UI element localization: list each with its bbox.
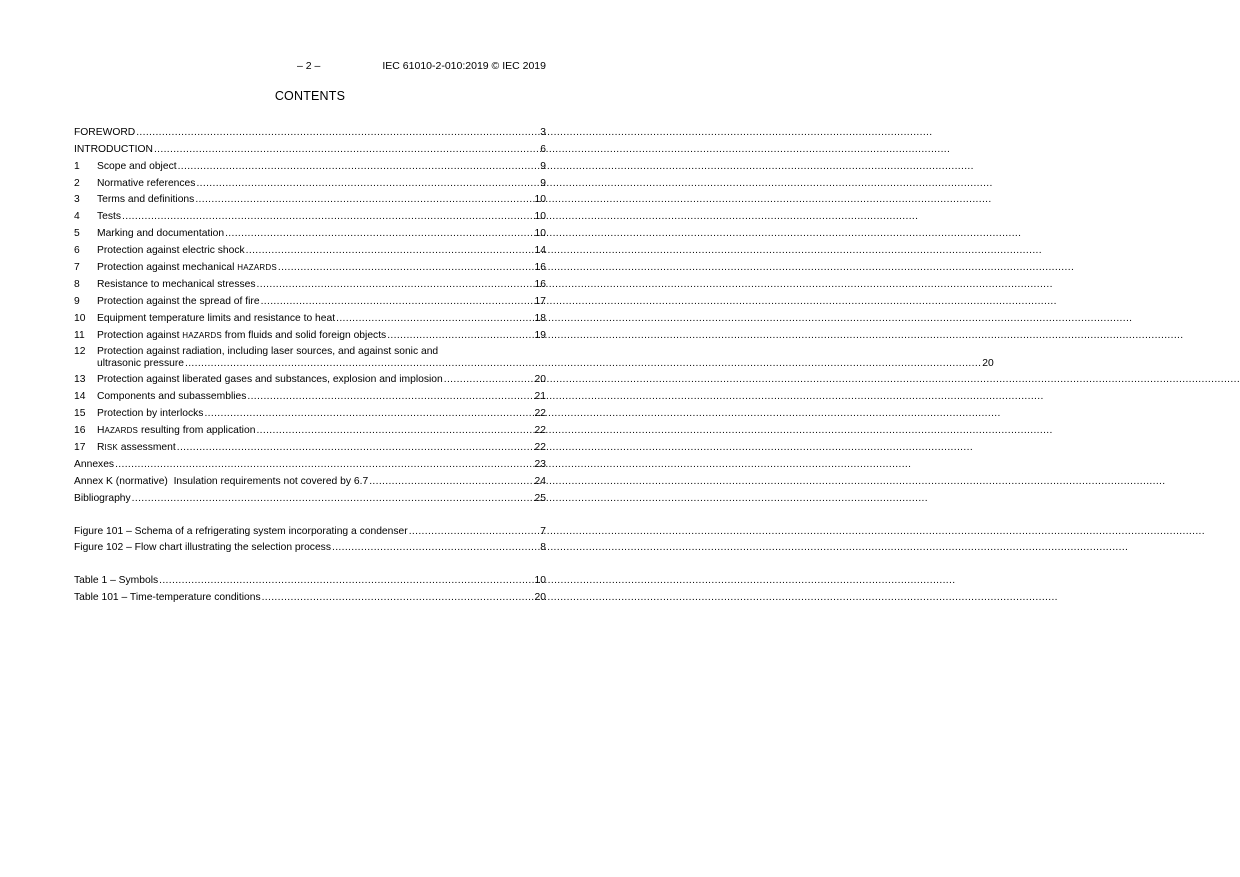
toc-page-number: 9 [540, 160, 546, 172]
clause-number: 15 [74, 408, 86, 420]
leader-dots [159, 575, 533, 587]
clause-title [97, 425, 255, 437]
clause-title: Tests [97, 211, 122, 223]
toc-clause-16[interactable] [74, 420, 546, 437]
toc-page-number: 16 [534, 278, 546, 290]
toc-clause-12[interactable] [74, 342, 994, 370]
leader-dots [332, 542, 539, 554]
toc-entry-annex-k[interactable] [74, 471, 546, 488]
page-title: CONTENTS [274, 89, 346, 103]
toc-page-number: 24 [534, 475, 546, 487]
toc-page-number: 18 [534, 312, 546, 324]
toc-clause-2[interactable] [74, 173, 546, 190]
toc-clause-3[interactable] [74, 190, 546, 207]
clause-number: 8 [74, 278, 80, 290]
leader-dots [444, 374, 534, 386]
leader-dots [132, 493, 534, 505]
clause-number: 17 [74, 442, 86, 454]
clause-title: Terms and definitions [97, 194, 195, 206]
toc-page-number: 3 [540, 126, 546, 138]
clause-number: 1 [74, 160, 80, 172]
clause-title-part: Protection against mechanical [97, 262, 238, 274]
clause-number: 16 [74, 425, 86, 437]
clause-title-part: resulting from application [138, 425, 256, 437]
clause-number: 14 [74, 391, 86, 403]
toc-page-number: 20 [982, 357, 994, 369]
toc-page-number: 6 [540, 143, 546, 155]
defined-term-risk: ISK [104, 443, 118, 453]
toc-entry-bibliography[interactable] [74, 488, 546, 505]
toc-page-number: 25 [534, 492, 546, 504]
clause-title [97, 262, 277, 274]
clause-title-part: Protection against [97, 329, 183, 341]
toc-figure-102[interactable] [74, 538, 546, 555]
toc-table-1[interactable] [74, 570, 546, 587]
toc-page-number: 22 [534, 425, 546, 437]
clause-title: Protection by interlocks [97, 408, 204, 420]
toc-clause-10[interactable] [74, 308, 546, 325]
defined-term-hazards: HAZARDS [182, 330, 222, 340]
section-spacer [74, 505, 546, 521]
toc-entry-foreword[interactable] [74, 122, 546, 139]
clause-number: 3 [74, 194, 80, 206]
clause-number: 13 [74, 374, 86, 386]
clause-number: 5 [74, 228, 80, 240]
leader-dots [278, 262, 534, 274]
toc-page-number: 20 [534, 592, 546, 604]
toc-entry-introduction[interactable] [74, 139, 546, 156]
leader-dots [195, 194, 533, 206]
toc-figure-101[interactable] [74, 521, 546, 538]
toc-page-number: 10 [534, 575, 546, 587]
toc-entry-text: Annexes [74, 458, 115, 470]
clause-number: 6 [74, 245, 80, 257]
toc-page-number: 10 [534, 194, 546, 206]
toc-clause-5[interactable] [74, 223, 546, 240]
toc-clause-13[interactable] [74, 370, 546, 387]
leader-dots [409, 526, 540, 538]
leader-dots [261, 296, 534, 308]
toc-page-number: 23 [534, 458, 546, 470]
toc-clause-9[interactable] [74, 291, 546, 308]
toc-page-number: 20 [534, 374, 546, 386]
clause-number: 11 [74, 329, 85, 341]
clause-title: Protection against liberated gases and substances, explosion and implosion [97, 374, 443, 386]
clause-number: 9 [74, 295, 80, 307]
toc-clause-17[interactable] [74, 437, 546, 454]
leader-dots [246, 245, 534, 257]
toc-page-number: 22 [534, 408, 546, 420]
leader-dots [387, 330, 533, 342]
clause-title [97, 330, 386, 342]
toc-page-number: 7 [540, 525, 546, 537]
clause-title: Equipment temperature limits and resistance to heat [97, 312, 336, 324]
leader-dots [369, 476, 533, 488]
leader-dots [122, 211, 533, 223]
leader-dots [196, 178, 539, 190]
toc-entry-text: FOREWORD [74, 126, 136, 138]
leader-dots [136, 127, 539, 139]
clause-number: 12 [74, 345, 86, 357]
clause-title-capital: R [97, 442, 105, 454]
clause-title: Protection against the spread of fire [97, 295, 260, 307]
clause-number: 10 [74, 312, 86, 324]
toc-page-number: 9 [540, 177, 546, 189]
figure-caption: Figure 102 – Flow chart illustrating the selection process [74, 542, 331, 554]
toc-page-number: 21 [534, 391, 546, 403]
clause-title [97, 442, 176, 454]
clause-number: 4 [74, 211, 80, 223]
defined-term-hazards: AZARDS [104, 426, 139, 436]
clause-title-part: from fluids and solid foreign objects [221, 329, 387, 341]
leader-dots [247, 391, 533, 403]
table-caption: Table 1 – Symbols [74, 575, 159, 587]
leader-dots [178, 161, 540, 173]
leader-dots [154, 144, 539, 156]
toc-entry-text: Annex K (normative) Insulation requirements not covered by 6.7 [74, 475, 369, 487]
clause-title: Normative references [97, 177, 196, 189]
leader-dots [115, 459, 533, 471]
leader-dots [336, 313, 533, 325]
toc-clause-8[interactable] [74, 274, 546, 291]
clause-number: 7 [74, 262, 80, 274]
toc-page-number: 22 [534, 442, 546, 454]
section-spacer [74, 554, 546, 570]
document-id-header: IEC 61010-2-010:2019 © IEC 2019 [382, 60, 546, 72]
toc-clause-7[interactable] [74, 257, 546, 274]
toc-page-number: 8 [540, 542, 546, 554]
figure-caption: Figure 101 – Schema of a refrigerating system incorporating a condenser [74, 525, 408, 537]
clause-title-line-2: ultrasonic pressure [97, 357, 184, 369]
toc-clause-14[interactable] [74, 386, 546, 403]
toc-entry-annexes[interactable] [74, 454, 546, 471]
toc-clause-6[interactable] [74, 240, 546, 257]
clause-title: Components and subassemblies [97, 391, 247, 403]
toc-page-number: 10 [534, 211, 546, 223]
clause-title: Scope and object [97, 160, 177, 172]
clause-number: 2 [74, 177, 80, 189]
toc-page-number: 16 [534, 262, 546, 274]
page-number-header: – 2 – [297, 60, 321, 72]
table-of-contents [74, 122, 994, 604]
leader-dots [262, 592, 534, 604]
leader-dots [204, 408, 533, 420]
leader-dots [225, 228, 533, 240]
toc-entry-text: Bibliography [74, 492, 131, 504]
defined-term-hazards: HAZARDS [237, 263, 277, 273]
leader-dots [177, 442, 534, 454]
toc-page-number: 19 [534, 329, 546, 341]
clause-title-line-1: Protection against radiation, including laser sources, and against sonic and [97, 345, 439, 357]
toc-table-101[interactable] [74, 587, 546, 604]
leader-dots [256, 425, 533, 437]
leader-dots [185, 358, 981, 370]
clause-title-capital: H [97, 425, 105, 437]
toc-clause-15[interactable] [74, 403, 546, 420]
clause-title: Marking and documentation [97, 228, 225, 240]
toc-clause-1[interactable] [74, 156, 546, 173]
clause-title-part: assessment [117, 442, 176, 454]
toc-page-number: 14 [534, 245, 546, 257]
clause-title: Resistance to mechanical stresses [97, 278, 256, 290]
toc-entry-text: INTRODUCTION [74, 143, 153, 155]
toc-page-number: 10 [534, 228, 546, 240]
toc-clause-4[interactable] [74, 206, 546, 223]
table-caption: Table 101 – Time-temperature conditions [74, 592, 261, 604]
toc-page-number: 17 [534, 295, 546, 307]
clause-title: Protection against electric shock [97, 245, 245, 257]
leader-dots [257, 279, 534, 291]
toc-clause-11[interactable] [74, 325, 546, 342]
